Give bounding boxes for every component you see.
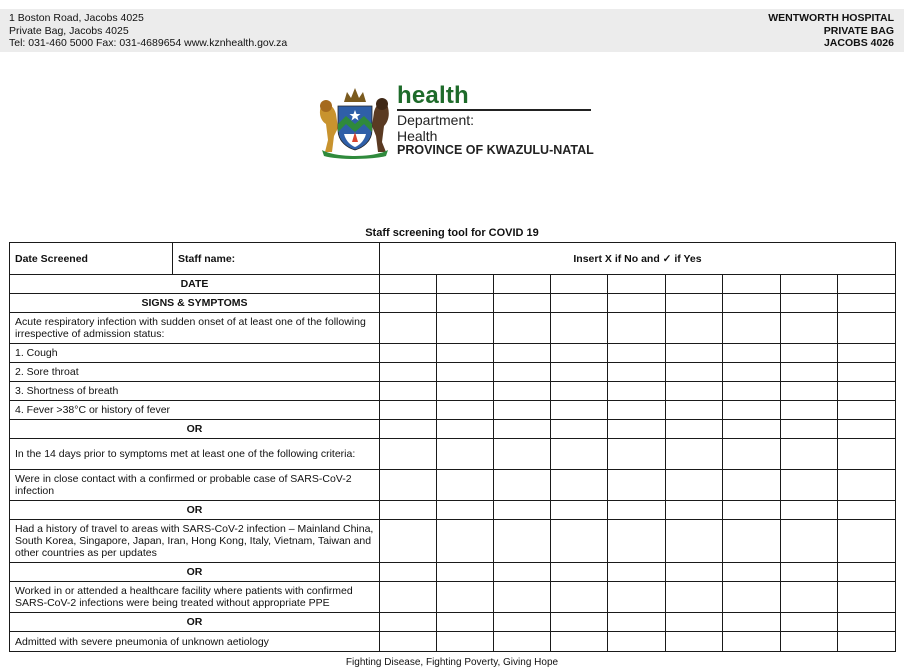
answer-cell[interactable] bbox=[781, 632, 838, 652]
brand-department: Department: bbox=[397, 112, 475, 128]
answer-cell[interactable] bbox=[838, 382, 896, 401]
answer-cell[interactable] bbox=[781, 313, 838, 344]
answer-cell[interactable] bbox=[551, 563, 608, 582]
answer-cell[interactable] bbox=[781, 382, 838, 401]
answer-cell[interactable] bbox=[494, 363, 551, 382]
or-separator-row bbox=[10, 563, 896, 582]
answer-cell[interactable] bbox=[608, 563, 666, 582]
answer-cell[interactable] bbox=[838, 313, 896, 344]
coat-of-arms-icon bbox=[316, 84, 394, 160]
hospital-name-block bbox=[768, 12, 894, 50]
answer-cell[interactable] bbox=[608, 613, 666, 632]
criteria-label: Admitted with severe pneumonia of unknown aetiology bbox=[10, 632, 380, 652]
brand-wordmark: health bbox=[397, 82, 469, 109]
criteria-label: 4. Fever >38°C or history of fever bbox=[10, 401, 380, 420]
answer-cell[interactable] bbox=[380, 582, 437, 613]
answer-cell[interactable] bbox=[380, 382, 437, 401]
answer-cell[interactable] bbox=[380, 344, 437, 363]
answer-cell[interactable] bbox=[437, 563, 494, 582]
answer-cell[interactable] bbox=[838, 501, 896, 520]
answer-cell[interactable] bbox=[666, 401, 723, 420]
criteria-row bbox=[10, 520, 896, 563]
answer-cell[interactable] bbox=[838, 582, 896, 613]
criteria-row bbox=[10, 313, 896, 344]
criteria-label: In the 14 days prior to symptoms met at least one of the following criteria: bbox=[10, 439, 380, 470]
criteria-row bbox=[10, 470, 896, 501]
answer-cell[interactable] bbox=[494, 470, 551, 501]
signs-entry-cell[interactable] bbox=[494, 294, 551, 313]
answer-cell[interactable] bbox=[494, 501, 551, 520]
date-entry-cell[interactable] bbox=[380, 275, 437, 294]
criteria-label: Had a history of travel to areas with SARS-CoV-2 infection – Mainland China, South Korea, Singapore, Japan, Iran, Hong Kong, Italy, Vietnam, Taiwan and other countries as per updates bbox=[10, 520, 380, 563]
or-separator-row bbox=[10, 501, 896, 520]
answer-cell[interactable] bbox=[723, 363, 781, 382]
answer-cell[interactable] bbox=[781, 363, 838, 382]
answer-cell[interactable] bbox=[666, 313, 723, 344]
answer-cell[interactable] bbox=[838, 420, 896, 439]
answer-cell[interactable] bbox=[494, 382, 551, 401]
or-separator-row bbox=[10, 613, 896, 632]
answer-cell[interactable] bbox=[380, 363, 437, 382]
answer-cell[interactable] bbox=[838, 632, 896, 652]
screening-table bbox=[9, 242, 896, 652]
or-label: OR bbox=[10, 613, 380, 632]
answer-cell[interactable] bbox=[437, 313, 494, 344]
answer-cell[interactable] bbox=[437, 613, 494, 632]
answer-cell[interactable] bbox=[380, 632, 437, 652]
criteria-label: 2. Sore throat bbox=[10, 363, 380, 382]
answer-cell[interactable] bbox=[781, 470, 838, 501]
answer-cell[interactable] bbox=[781, 420, 838, 439]
answer-cell[interactable] bbox=[608, 582, 666, 613]
answer-cell[interactable] bbox=[608, 401, 666, 420]
answer-cell[interactable] bbox=[380, 470, 437, 501]
answer-cell[interactable] bbox=[380, 439, 437, 470]
answer-cell[interactable] bbox=[781, 520, 838, 563]
answer-cell[interactable] bbox=[551, 613, 608, 632]
hospital-bag: PRIVATE BAG bbox=[823, 24, 894, 37]
or-label: OR bbox=[10, 501, 380, 520]
answer-cell[interactable] bbox=[666, 439, 723, 470]
answer-cell[interactable] bbox=[838, 439, 896, 470]
answer-cell[interactable] bbox=[781, 613, 838, 632]
criteria-row bbox=[10, 401, 896, 420]
answer-cell[interactable] bbox=[551, 632, 608, 652]
date-entry-cell[interactable] bbox=[723, 275, 781, 294]
form-title: Staff screening tool for COVID 19 bbox=[365, 227, 539, 239]
answer-cell[interactable] bbox=[781, 501, 838, 520]
answer-cell[interactable] bbox=[551, 344, 608, 363]
answer-cell[interactable] bbox=[380, 501, 437, 520]
criteria-row bbox=[10, 439, 896, 470]
hospital-address bbox=[9, 12, 287, 50]
answer-cell[interactable] bbox=[608, 313, 666, 344]
answer-cell[interactable] bbox=[666, 520, 723, 563]
answer-cell[interactable] bbox=[551, 401, 608, 420]
date-entry-cell[interactable] bbox=[551, 275, 608, 294]
hospital-city: JACOBS 4026 bbox=[823, 37, 894, 49]
answer-cell[interactable] bbox=[723, 401, 781, 420]
answer-cell[interactable] bbox=[723, 613, 781, 632]
answer-cell[interactable] bbox=[838, 520, 896, 563]
answer-cell[interactable] bbox=[666, 501, 723, 520]
answer-cell[interactable] bbox=[551, 420, 608, 439]
criteria-row bbox=[10, 632, 896, 652]
signs-entry-cell[interactable] bbox=[437, 294, 494, 313]
answer-cell[interactable] bbox=[608, 470, 666, 501]
answer-cell[interactable] bbox=[437, 363, 494, 382]
address-line: 1 Boston Road, Jacobs 4025 bbox=[9, 12, 144, 24]
date-entry-cell[interactable] bbox=[838, 275, 896, 294]
answer-cell[interactable] bbox=[494, 613, 551, 632]
answer-cell[interactable] bbox=[551, 363, 608, 382]
signs-entry-cell[interactable] bbox=[781, 294, 838, 313]
date-entry-cell[interactable] bbox=[781, 275, 838, 294]
answer-cell[interactable] bbox=[666, 382, 723, 401]
answer-cell[interactable] bbox=[437, 632, 494, 652]
answer-cell[interactable] bbox=[437, 520, 494, 563]
header-row bbox=[10, 243, 896, 275]
answer-cell[interactable] bbox=[380, 420, 437, 439]
or-label: OR bbox=[10, 420, 380, 439]
answer-cell[interactable] bbox=[838, 363, 896, 382]
date-row bbox=[10, 275, 896, 294]
answer-cell[interactable] bbox=[608, 520, 666, 563]
signs-entry-cell[interactable] bbox=[723, 294, 781, 313]
answer-cell[interactable] bbox=[838, 344, 896, 363]
brand-text bbox=[397, 84, 594, 157]
criteria-label: 3. Shortness of breath bbox=[10, 382, 380, 401]
answer-cell[interactable] bbox=[551, 501, 608, 520]
brand-divider bbox=[397, 109, 591, 111]
answer-cell[interactable] bbox=[666, 582, 723, 613]
footer-slogan: Fighting Disease, Fighting Poverty, Giving Hope bbox=[345, 657, 559, 668]
answer-cell[interactable] bbox=[838, 470, 896, 501]
answer-cell[interactable] bbox=[723, 563, 781, 582]
answer-cell[interactable] bbox=[494, 582, 551, 613]
answer-cell[interactable] bbox=[723, 582, 781, 613]
answer-cell[interactable] bbox=[666, 632, 723, 652]
answer-cell[interactable] bbox=[437, 420, 494, 439]
answer-cell[interactable] bbox=[666, 420, 723, 439]
hospital-name: WENTWORTH HOSPITAL bbox=[768, 12, 894, 24]
answer-cell[interactable] bbox=[723, 520, 781, 563]
signs-entry-cell[interactable] bbox=[551, 294, 608, 313]
answer-cell[interactable] bbox=[781, 401, 838, 420]
answer-cell[interactable] bbox=[666, 344, 723, 363]
answer-cell[interactable] bbox=[838, 563, 896, 582]
answer-cell[interactable] bbox=[494, 401, 551, 420]
answer-cell[interactable] bbox=[781, 439, 838, 470]
answer-cell[interactable] bbox=[380, 313, 437, 344]
answer-cell[interactable] bbox=[608, 420, 666, 439]
signs-symptoms-label: SIGNS & SYMPTOMS bbox=[10, 294, 380, 313]
answer-cell[interactable] bbox=[723, 470, 781, 501]
brand-province: PROVINCE OF KWAZULU-NATAL bbox=[397, 143, 594, 157]
criteria-row bbox=[10, 382, 896, 401]
answer-cell[interactable] bbox=[608, 632, 666, 652]
criteria-row bbox=[10, 363, 896, 382]
date-entry-cell[interactable] bbox=[437, 275, 494, 294]
address-line: Private Bag, Jacobs 4025 bbox=[9, 24, 129, 37]
signs-entry-cell[interactable] bbox=[838, 294, 896, 313]
answer-cell[interactable] bbox=[494, 344, 551, 363]
answer-cell[interactable] bbox=[666, 613, 723, 632]
criteria-label: Acute respiratory infection with sudden onset of at least one of the following irrespective of admission status: bbox=[10, 313, 380, 344]
answer-cell[interactable] bbox=[494, 313, 551, 344]
or-label: OR bbox=[10, 563, 380, 582]
answer-cell[interactable] bbox=[608, 363, 666, 382]
answer-cell[interactable] bbox=[666, 563, 723, 582]
contact-line: Tel: 031-460 5000 Fax: 031-4689654 www.kznhealth.gov.za bbox=[9, 37, 288, 49]
answer-cell[interactable] bbox=[608, 344, 666, 363]
staff-name-field[interactable]: Staff name: bbox=[173, 243, 380, 275]
signs-entry-cell[interactable] bbox=[666, 294, 723, 313]
answer-cell[interactable] bbox=[723, 420, 781, 439]
criteria-row bbox=[10, 582, 896, 613]
answer-cell[interactable] bbox=[551, 382, 608, 401]
answer-cell[interactable] bbox=[380, 613, 437, 632]
signs-entry-cell[interactable] bbox=[608, 294, 666, 313]
answer-cell[interactable] bbox=[551, 582, 608, 613]
answer-cell[interactable] bbox=[723, 382, 781, 401]
answer-cell[interactable] bbox=[608, 382, 666, 401]
answer-cell[interactable] bbox=[437, 470, 494, 501]
answer-cell[interactable] bbox=[551, 313, 608, 344]
answer-cell[interactable] bbox=[551, 470, 608, 501]
answer-cell[interactable] bbox=[551, 439, 608, 470]
instruction-cell: Insert X if No and ✓ if Yes bbox=[380, 243, 896, 275]
letterhead-bar bbox=[0, 9, 904, 52]
answer-cell[interactable] bbox=[723, 439, 781, 470]
signs-row bbox=[10, 294, 896, 313]
answer-cell[interactable] bbox=[437, 501, 494, 520]
answer-cell[interactable] bbox=[380, 563, 437, 582]
date-entry-cell[interactable] bbox=[608, 275, 666, 294]
or-separator-row bbox=[10, 420, 896, 439]
answer-cell[interactable] bbox=[608, 501, 666, 520]
answer-cell[interactable] bbox=[437, 439, 494, 470]
answer-cell[interactable] bbox=[437, 582, 494, 613]
answer-cell[interactable] bbox=[494, 420, 551, 439]
date-entry-cell[interactable] bbox=[666, 275, 723, 294]
criteria-row bbox=[10, 344, 896, 363]
answer-cell[interactable] bbox=[437, 382, 494, 401]
answer-cell[interactable] bbox=[666, 470, 723, 501]
answer-cell[interactable] bbox=[723, 313, 781, 344]
date-screened-field[interactable]: Date Screened bbox=[10, 243, 173, 275]
answer-cell[interactable] bbox=[723, 344, 781, 363]
answer-cell[interactable] bbox=[437, 401, 494, 420]
answer-cell[interactable] bbox=[608, 439, 666, 470]
answer-cell[interactable] bbox=[838, 613, 896, 632]
answer-cell[interactable] bbox=[380, 401, 437, 420]
kzn-health-logo bbox=[316, 84, 606, 164]
answer-cell[interactable] bbox=[494, 563, 551, 582]
answer-cell[interactable] bbox=[494, 439, 551, 470]
date-label: DATE bbox=[10, 275, 380, 294]
answer-cell[interactable] bbox=[551, 520, 608, 563]
answer-cell[interactable] bbox=[838, 401, 896, 420]
answer-cell[interactable] bbox=[666, 363, 723, 382]
answer-cell[interactable] bbox=[781, 563, 838, 582]
answer-cell[interactable] bbox=[723, 632, 781, 652]
brand-health-line: Health bbox=[397, 128, 438, 144]
answer-cell[interactable] bbox=[380, 520, 437, 563]
answer-cell[interactable] bbox=[494, 632, 551, 652]
criteria-label: Were in close contact with a confirmed or probable case of SARS-CoV-2 infection bbox=[10, 470, 380, 501]
answer-cell[interactable] bbox=[437, 344, 494, 363]
date-entry-cell[interactable] bbox=[494, 275, 551, 294]
answer-cell[interactable] bbox=[494, 520, 551, 563]
answer-cell[interactable] bbox=[781, 344, 838, 363]
criteria-label: Worked in or attended a healthcare facility where patients with confirmed SARS-CoV-2 infections were being treated without appropriate PPE bbox=[10, 582, 380, 613]
signs-entry-cell[interactable] bbox=[380, 294, 437, 313]
answer-cell[interactable] bbox=[781, 582, 838, 613]
answer-cell[interactable] bbox=[723, 501, 781, 520]
criteria-label: 1. Cough bbox=[10, 344, 380, 363]
